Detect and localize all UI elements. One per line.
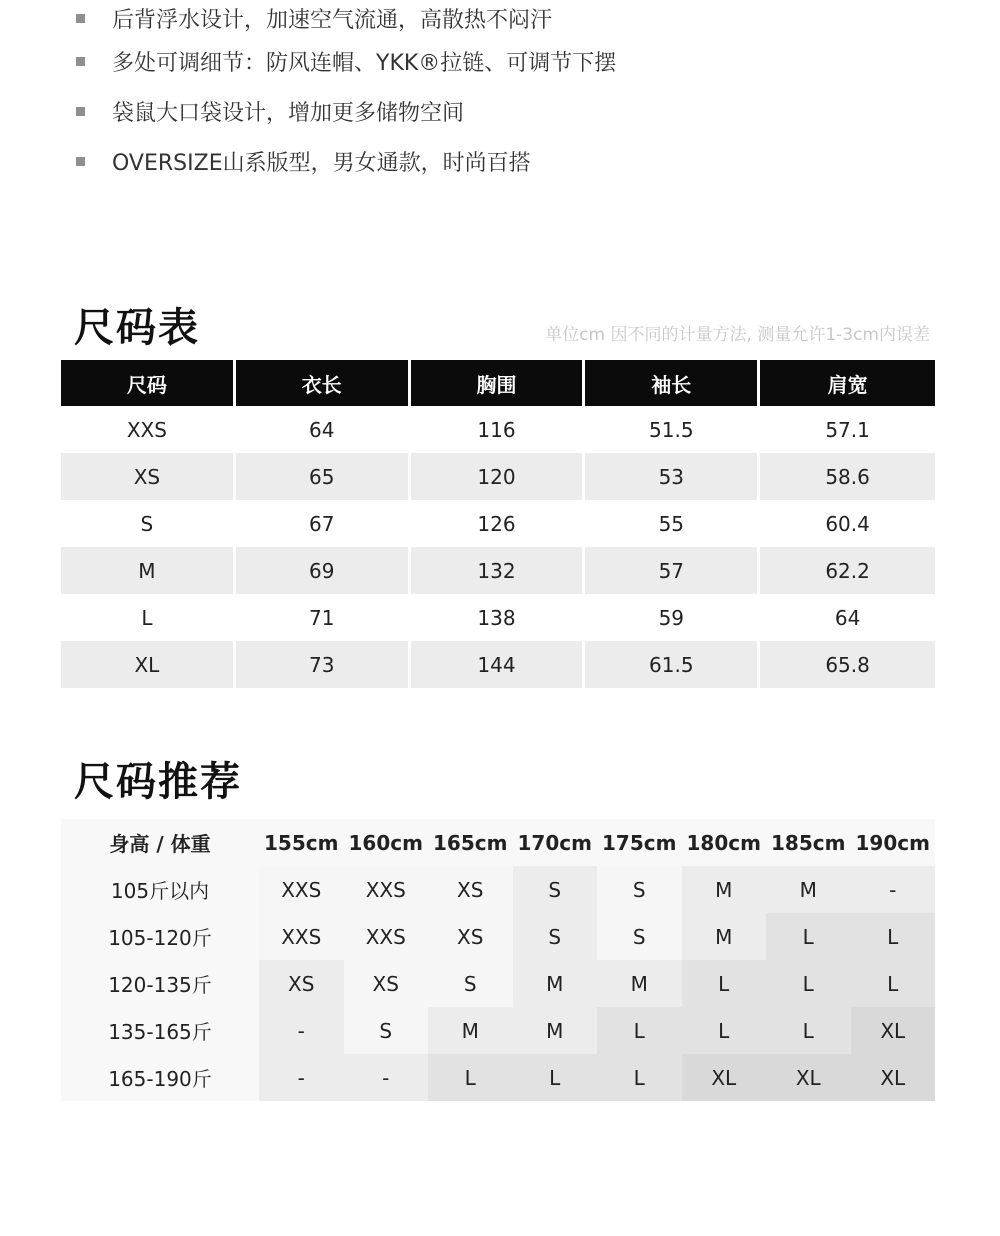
recommended-size-cell: XL [682, 1054, 767, 1101]
recommended-size-cell: XL [766, 1054, 851, 1101]
recommended-size-cell: - [259, 1007, 344, 1054]
weight-row-label: 120-135斤 [61, 960, 259, 1007]
height-header-row [61, 819, 935, 866]
table-row [61, 547, 935, 594]
weight-row-label: 165-190斤 [61, 1054, 259, 1101]
recommended-size-cell: XS [428, 866, 513, 913]
table-cell: 62.2 [760, 547, 935, 594]
feature-list [76, 0, 616, 186]
recommended-size-cell: XS [344, 960, 429, 1007]
table-row [61, 1007, 935, 1054]
table-row [61, 453, 935, 500]
recommended-size-cell: L [597, 1007, 682, 1054]
column-header: 胸围 [411, 360, 586, 406]
height-column-header: 180cm [682, 819, 767, 866]
table-cell: 64 [236, 406, 411, 453]
recommended-size-cell: L [428, 1054, 513, 1101]
table-cell: 71 [236, 594, 411, 641]
size-chart-header-row [61, 360, 935, 406]
table-cell: 64 [834, 605, 861, 630]
size-chart-table [61, 360, 935, 688]
column-header: 衣长 [236, 360, 411, 406]
recommended-size-cell: XL [851, 1054, 936, 1101]
table-row [61, 500, 935, 547]
height-column-header: 175cm [597, 819, 682, 866]
weight-row-label: 105-120斤 [61, 913, 259, 960]
recommended-size-cell: XS [259, 960, 344, 1007]
table-cell: 55 [585, 500, 760, 547]
recommended-size-cell: M [513, 960, 598, 1007]
table-cell: 57.1 [825, 417, 870, 442]
table-cell: XXS [61, 406, 236, 453]
feature-item [76, 36, 616, 86]
recommended-size-cell: S [428, 960, 513, 1007]
table-cell: 69 [236, 547, 411, 594]
size-recommendation-table [61, 819, 935, 1101]
feature-text: 袋鼠大口袋设计，增加更多储物空间 [112, 100, 465, 126]
table-cell: 53 [585, 453, 760, 500]
recommended-size-cell: XXS [259, 913, 344, 960]
feature-item [76, 0, 616, 36]
recommended-size-cell: S [513, 913, 598, 960]
table-cell: 144 [411, 641, 586, 688]
table-cell: 61.5 [585, 641, 760, 688]
table-row [61, 866, 935, 913]
height-column-header: 160cm [344, 819, 429, 866]
recommended-size-cell: - [344, 1054, 429, 1101]
table-row [61, 406, 935, 453]
table-cell: 116 [411, 406, 586, 453]
table-row [61, 594, 935, 641]
recommended-size-cell: XXS [344, 913, 429, 960]
recommended-size-cell: L [682, 1007, 767, 1054]
table-cell: 60.4 [825, 511, 870, 536]
table-cell: S [61, 500, 236, 547]
table-cell: 59 [585, 594, 760, 641]
table-cell: 138 [411, 594, 586, 641]
recommended-size-cell: L [851, 913, 936, 960]
table-cell: 58.6 [760, 453, 935, 500]
recommended-size-cell: L [766, 913, 851, 960]
column-header: 肩宽 [760, 360, 935, 406]
recommended-size-cell: M [597, 960, 682, 1007]
square-bullet-icon [76, 14, 85, 23]
table-row [61, 960, 935, 1007]
table-row [61, 641, 935, 688]
table-cell: 67 [236, 500, 411, 547]
table-cell: 65 [236, 453, 411, 500]
table-cell: 132 [411, 547, 586, 594]
square-bullet-icon [76, 157, 85, 166]
measurement-note: 单位cm 因不同的计量方法, 测量允许1-3cm内误差 [545, 325, 930, 345]
height-column-header: 165cm [428, 819, 513, 866]
feature-item [76, 86, 616, 136]
table-cell: 65.8 [760, 641, 935, 688]
recommended-size-cell: L [766, 960, 851, 1007]
recommended-size-cell: M [682, 866, 767, 913]
recommended-size-cell: L [682, 960, 767, 1007]
recommended-size-cell: XXS [259, 866, 344, 913]
table-cell: 120 [411, 453, 586, 500]
recommended-size-cell: - [851, 866, 936, 913]
weight-row-label: 105斤以内 [61, 866, 259, 913]
recommended-size-cell: XS [428, 913, 513, 960]
square-bullet-icon [76, 57, 85, 66]
recommended-size-cell: XL [851, 1007, 936, 1054]
recommended-size-cell: M [766, 866, 851, 913]
feature-text: 后背浮水设计，加速空气流通，高散热不闷汗 [112, 7, 553, 33]
weight-row-label: 135-165斤 [61, 1007, 259, 1054]
recommended-size-cell: M [513, 1007, 598, 1054]
table-cell: 126 [411, 500, 586, 547]
recommended-size-cell: L [851, 960, 936, 1007]
size-recommendation-title: 尺码推荐 [74, 759, 242, 805]
table-cell: 73 [236, 641, 411, 688]
height-column-header: 190cm [851, 819, 936, 866]
recommended-size-cell: L [597, 1054, 682, 1101]
recommended-size-cell: S [597, 866, 682, 913]
recommended-size-cell: S [513, 866, 598, 913]
size-chart-title: 尺码表 [74, 305, 200, 351]
column-header: 袖长 [585, 360, 760, 406]
table-cell: XL [61, 641, 236, 688]
feature-text: OVERSIZE山系版型，男女通款，时尚百搭 [112, 150, 531, 176]
table-cell: M [61, 547, 236, 594]
recommended-size-cell: L [766, 1007, 851, 1054]
column-header: 尺码 [61, 360, 236, 406]
recommended-size-cell: M [428, 1007, 513, 1054]
table-row [61, 913, 935, 960]
square-bullet-icon [76, 107, 85, 116]
recommended-size-cell: XXS [344, 866, 429, 913]
table-row [61, 1054, 935, 1101]
height-weight-corner-label: 身高 / 体重 [61, 819, 259, 866]
table-cell: L [61, 594, 236, 641]
height-column-header: 155cm [259, 819, 344, 866]
height-column-header: 185cm [766, 819, 851, 866]
table-cell: 51.5 [585, 406, 760, 453]
feature-text: 多处可调细节：防风连帽、YKK®拉链、可调节下摆 [112, 50, 617, 76]
recommended-size-cell: L [513, 1054, 598, 1101]
table-cell: XS [61, 453, 236, 500]
recommended-size-cell: M [682, 913, 767, 960]
feature-item [76, 136, 616, 186]
recommended-size-cell: - [259, 1054, 344, 1101]
height-column-header: 170cm [513, 819, 598, 866]
recommended-size-cell: S [597, 913, 682, 960]
recommended-size-cell: S [344, 1007, 429, 1054]
table-cell: 57 [585, 547, 760, 594]
